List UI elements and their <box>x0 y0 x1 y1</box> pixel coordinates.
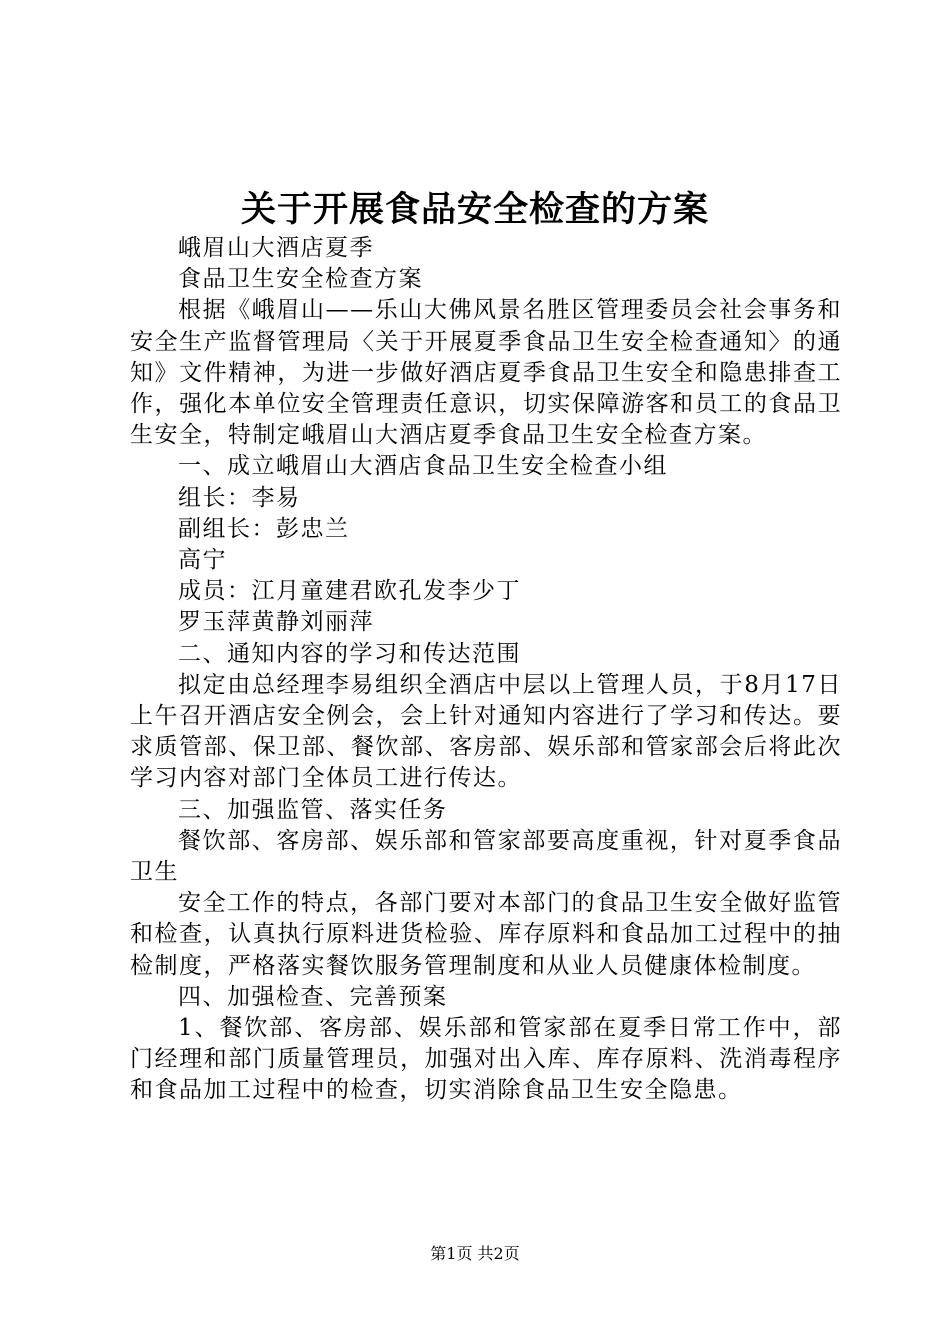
section-heading-1: 一、成立峨眉山大酒店食品卫生安全检查小组 <box>178 453 668 480</box>
paragraph-meeting: 拟定由总经理李易组织全酒店中层以上管理人员，于8月17日上午召开酒店安全例会，会上针对通知内容进行了学习和传达。要求质管部、保卫部、餐饮部、客房部、娱乐部和管家部会后将此次学习内容对部门全体员工进行传达。 <box>130 671 842 792</box>
section-heading-2: 二、通知内容的学习和传达范围 <box>178 640 521 667</box>
paragraph-plan-name: 食品卫生安全检查方案 <box>178 266 423 293</box>
section-heading-3: 三、加强监管、落实任务 <box>178 796 448 823</box>
paragraph-hotel-name: 峨眉山大酒店夏季 <box>178 235 374 261</box>
paragraph-deputy-leader-2: 高宁 <box>178 547 227 574</box>
paragraph-members: 成员：江月童建君欧孔发李少丁 <box>178 578 521 605</box>
document-title: 关于开展食品安全检查的方案 <box>240 189 709 230</box>
paragraph-team-leader: 组长：李易 <box>178 484 301 511</box>
paragraph-supervision: 安全工作的特点，各部门要对本部门的食品卫生安全做好监管和检查，认真执行原料进货检验、库存原料和食品加工过程中的抽检制度，严格落实餐饮服务管理制度和从业人员健康体检制度。 <box>130 890 842 979</box>
page-footer: 第1页 共2页 <box>430 1244 520 1263</box>
paragraph-members-2: 罗玉萍黄静刘丽萍 <box>178 609 374 636</box>
paragraph-departments: 餐饮部、客房部、娱乐部和管家部要高度重视，针对夏季食品卫生 <box>130 827 842 886</box>
section-heading-4: 四、加强检查、完善预案 <box>178 983 448 1010</box>
paragraph-inspection: 1、餐饮部、客房部、娱乐部和管家部在夏季日常工作中，部门经理和部门质量管理员，加强对出入库、库存原料、洗消毒程序和食品加工过程中的检查，切实消除食品卫生安全隐患。 <box>130 1015 842 1104</box>
document-body <box>130 233 842 1107</box>
paragraph-deputy-leader: 副组长：彭忠兰 <box>178 515 350 542</box>
paragraph-intro: 根据《峨眉山——乐山大佛风景名胜区管理委员会社会事务和安全生产监督管理局〈关于开展夏季食品卫生安全检查通知〉的通知》文件精神，为进一步做好酒店夏季食品卫生安全和隐患排查工作，强化本单位安全管理责任意识，切实保障游客和员工的食品卫生安全，特制定峨眉山大酒店夏季食品卫生安全检查方案。 <box>130 297 842 449</box>
